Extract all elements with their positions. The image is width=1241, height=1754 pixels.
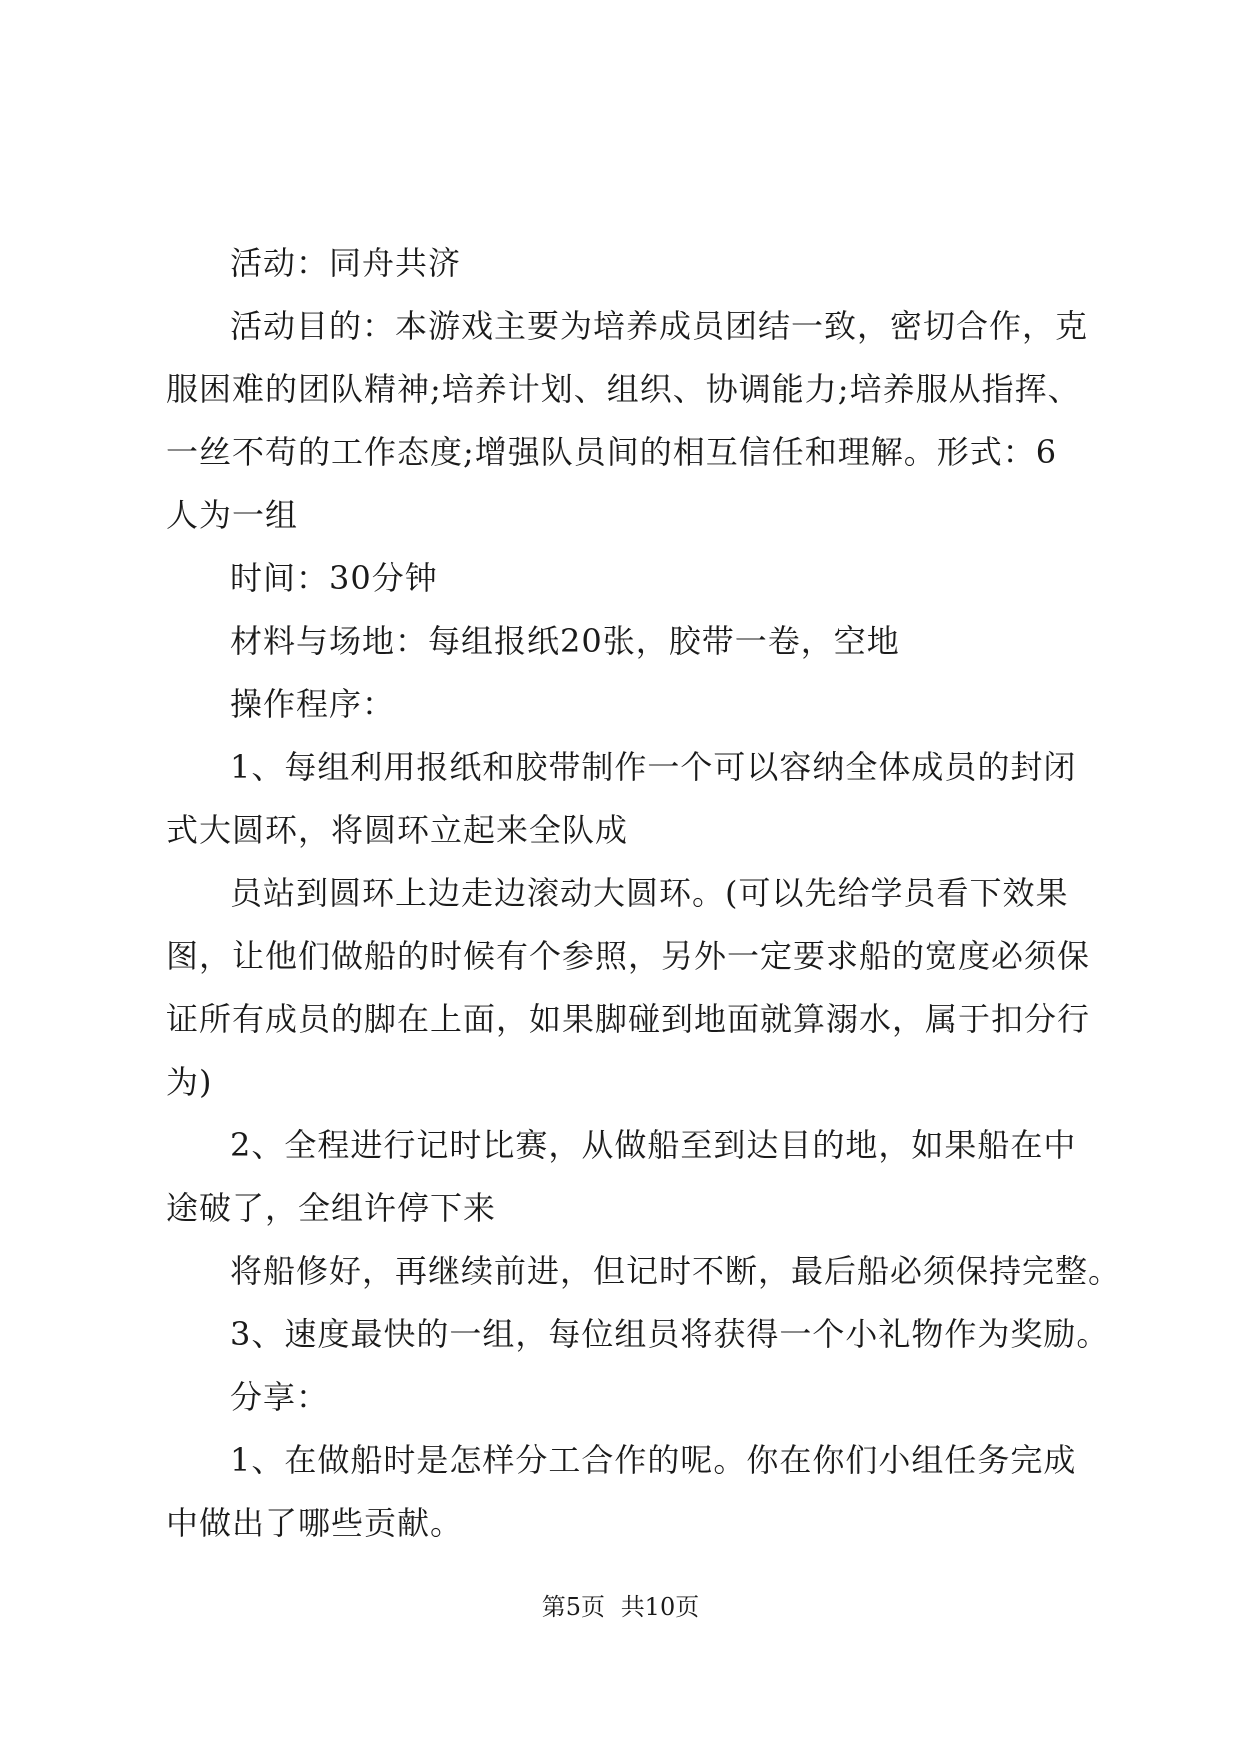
text-line: 时间：30分钟 xyxy=(230,559,438,597)
text-line: 证所有成员的脚在上面，如果脚碰到地面就算溺水，属于扣分行 xyxy=(166,1000,1091,1038)
text-line: 中做出了哪些贡献。 xyxy=(166,1504,464,1542)
text-line: 2、全程进行记时比赛，从做船至到达目的地，如果船在中 xyxy=(230,1126,1077,1164)
text-line: 人为一组 xyxy=(166,496,299,534)
text-line: 操作程序： xyxy=(230,685,396,723)
page-total: 共10页 xyxy=(620,1593,700,1621)
text-line: 活动目的：本游戏主要为培养成员团结一致，密切合作，克 xyxy=(230,307,1089,345)
text-line: 3、速度最快的一组，每位组员将获得一个小礼物作为奖励。 xyxy=(230,1315,1110,1353)
document-body xyxy=(166,232,1122,1555)
text-line: 途破了，全组许停下来 xyxy=(166,1189,497,1227)
text-line: 活动：同舟共济 xyxy=(230,244,462,282)
text-line: 为) xyxy=(166,1063,213,1101)
page-footer xyxy=(0,1592,1241,1622)
page-number: 第5页 xyxy=(541,1593,606,1621)
text-line: 将船修好，再继续前进，但记时不断，最后船必须保持完整。 xyxy=(230,1252,1122,1290)
text-line: 式大圆环，将圆环立起来全队成 xyxy=(166,811,629,849)
text-line: 图，让他们做船的时候有个参照，另外一定要求船的宽度必须保 xyxy=(166,937,1091,975)
text-line: 1、每组利用报纸和胶带制作一个可以容纳全体成员的封闭 xyxy=(230,748,1077,786)
text-line: 1、在做船时是怎样分工合作的呢。你在你们小组任务完成 xyxy=(230,1441,1077,1479)
text-line: 一丝不苟的工作态度;增强队员间的相互信任和理解。形式：6 xyxy=(166,433,1058,471)
text-line: 分享： xyxy=(230,1378,330,1416)
text-line: 员站到圆环上边走边滚动大圆环。(可以先给学员看下效果 xyxy=(230,874,1069,912)
text-line: 服困难的团队精神;培养计划、组织、协调能力;培养服从指挥、 xyxy=(166,370,1081,408)
text-line: 材料与场地：每组报纸20张，胶带一卷，空地 xyxy=(230,622,900,660)
